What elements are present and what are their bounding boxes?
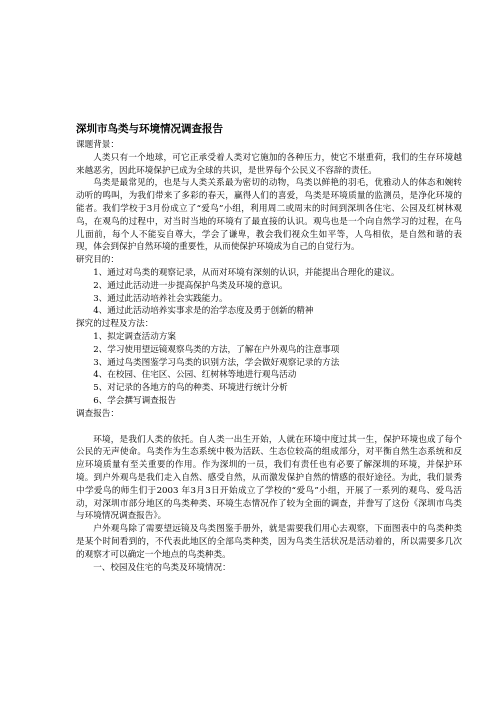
purpose-item-2: 2、通过此活动进一步提高保护鸟类及环境的意识。: [93, 280, 288, 291]
process-step-5: 5、对记录的各地方的鸟的种类、环境进行统计分析: [93, 383, 288, 394]
process-step-3: 3、通过鸟类图鉴学习鸟类的识别方法，学会做好观察记录的方法: [93, 357, 340, 368]
purpose-item-3: 3、通过此活动培养社会实践能力。: [93, 293, 228, 304]
process-step-2: 2、学习使用望远镜观察鸟类的方法，了解在户外观鸟的注意事项: [93, 344, 340, 355]
purpose-item-1: 1、通过对鸟类的观察记录，从而对环境有深刻的认识，并能提出合理化的建议。: [93, 267, 400, 278]
process-step-4: 4、在校园、住宅区、公园、红树林等地进行观鸟活动: [93, 370, 297, 381]
section-heading: 一、校园及住宅的鸟类及环境情况：: [93, 562, 231, 573]
report-paragraph-1: 环境，是我们人类的依托。自人类一出生开始，人就在环境中度过其一生，保护环境也成了每个公民的无声使命。鸟类作为生态系统中极为活跃、生态位较高的组成部分，对平衡自然生态系统和反应环境质量有至关重要的作用。作为深圳的一员，我们有责任也有必要了解深圳的环境，并保护环境。到户外观鸟是我们走入自然、感受自然，从而激发保护自然的情感的很好途径。为此，我们景秀中学爱鸟的师生们于2003 年3月3日开始成立了学校的“爱鸟”小组，开展了一系列的观鸟、爱鸟活动，对深圳市部分地区的鸟类种类、环境生态情况作了较为全面的调查，并誊写了这份《深圳市鸟类与环境情况调查报告》。: [76, 434, 462, 522]
process-label: 探究的过程及方法：: [76, 319, 154, 330]
process-step-6: 6、学会撰写调查报告: [93, 395, 176, 406]
document-title: 深圳市鸟类与环境情况调查报告: [76, 123, 223, 135]
process-step-1: 1、拟定调查活动方案: [93, 331, 176, 342]
background-paragraph-1: 人类只有一个地球，可它正承受着人类对它施加的各种压力，使它不堪重荷，我们的生存环境越来越恶劣，因此环境保护已成为全球的共识，是世界每个公民义不容辞的责任。: [76, 152, 462, 176]
spacer: [76, 421, 462, 434]
purpose-label: 研究目的：: [76, 255, 119, 266]
report-label: 调查报告：: [76, 408, 119, 419]
report-paragraph-2: 户外观鸟除了需要望远镜及鸟类图鉴手册外，就是需要我们用心去观察，下面图表中的鸟类种类是某个时间看到的，不代表此地区的全部鸟类种类，因为鸟类生活状况是活动着的，所以需要多几次的观察才可以确定一个地点的鸟类种类。: [76, 524, 462, 560]
background-label: 课题背景：: [76, 140, 119, 150]
purpose-item-4: 4、通过此活动培养实事求是的治学态度及勇于创新的精神: [93, 306, 314, 317]
background-paragraph-2: 鸟类是最常见的，也是与人类关系最为密切的动物，鸟类以鲜艳的羽毛，优雅动人的体态和婉转动听的鸣叫，为我们带来了多彩的春天，赢得人们的喜爱，鸟类是环境质量的监测员，是净化环境的能者。我们学校于3月份成立了“爱鸟”小组，利用周二或周末的时间到深圳各住宅、公园及红树林观鸟，在观鸟的过程中，对当时当地的环境有了最直接的认识。观鸟也是一个向自然学习的过程，在鸟儿面前，每个人不能妄自尊大，学会了谦卑，教会我们视众生如平等，人鸟相依，是自然和谐的表现，体会到保护自然环境的重要性，从而使保护环境成为自己的自觉行为。: [76, 178, 462, 253]
document-content: [76, 122, 462, 574]
